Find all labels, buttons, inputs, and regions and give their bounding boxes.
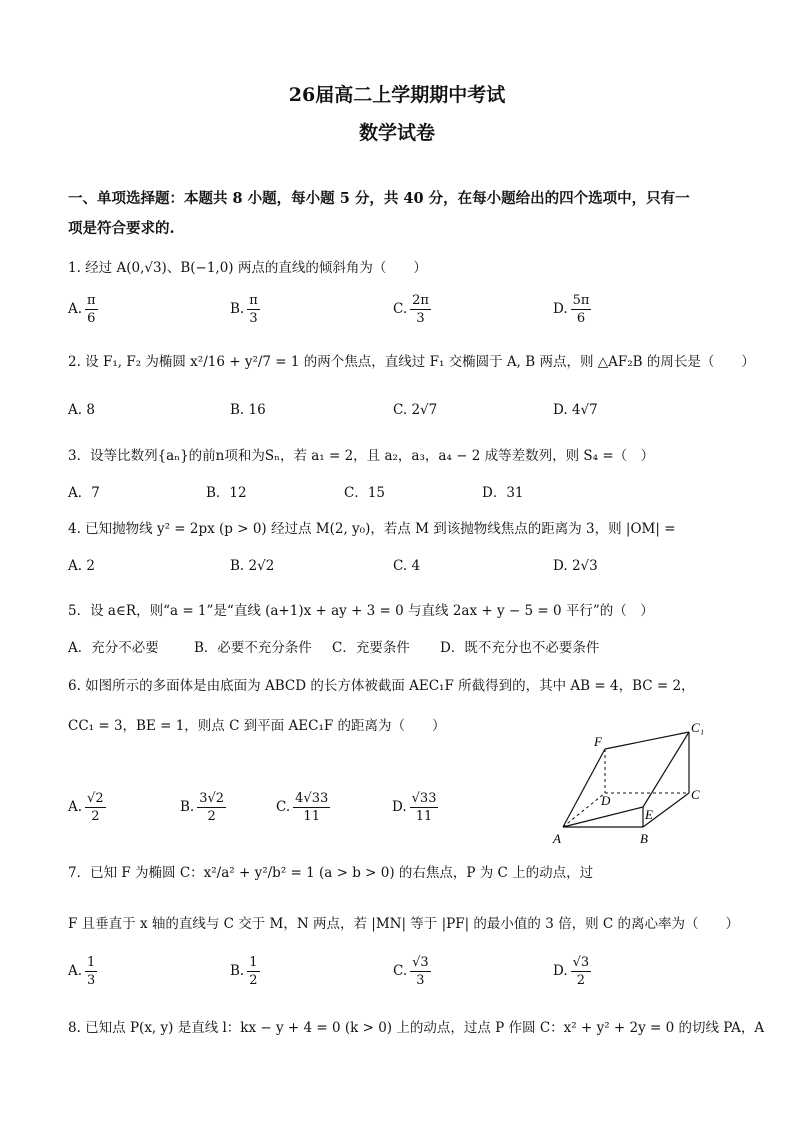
label-E: E <box>645 807 653 822</box>
question-3-stem: 3．设等比数列{aₙ}的前n项和为Sₙ，若 a₁ = 2，且 a₂，a₃，a₄ − 2 成等差数列，则 S₄ =（ ） <box>68 448 655 464</box>
q6-option-d: D. $\frac{√33}{11}$ <box>392 791 437 824</box>
question-4-stem: 4. 已知抛物线 y² = 2px (p > 0) 经过点 M(2, y₀)，若点 M 到该抛物线焦点的距离为 3，则 |OM| = <box>68 521 676 537</box>
question-8-stem: 8. 已知点 P(x, y) 是直线 l：kx − y + 4 = 0 (k > 0) 上的动点，过点 P 作圆 C：x² + y² + 2y = 0 的切线 PA，A <box>68 1020 765 1036</box>
q4-option-d: D. 2√3 <box>553 558 598 574</box>
question-6-stem-line1: 6. 如图所示的多面体是由底面为 ABCD 的长方体被截面 AEC₁F 所截得到的，其中 AB = 4，BC = 2， <box>68 678 695 694</box>
q1-option-b: B. $\frac{\pi}{3}$ <box>230 293 258 326</box>
q1-option-d: D. $\frac{5\pi}{6}$ <box>553 293 590 326</box>
q5-option-d: D．既不充分也不必要条件 <box>440 640 600 656</box>
q3-option-c: C．15 <box>344 485 386 501</box>
question-5-stem: 5．设 a∈R，则“a = 1”是“直线 (a+1)x + ay + 3 = 0 与直线 2ax + y − 5 = 0 平行”的（ ） <box>68 603 654 619</box>
question-6-stem-line2: CC₁ = 3，BE = 1，则点 C 到平面 AEC₁F 的距离为（ ） <box>68 718 446 734</box>
label-B: B <box>640 831 648 846</box>
label-C1: C₁ <box>691 720 705 735</box>
q2-option-b: B. 16 <box>230 402 266 418</box>
q7-option-c: C. $\frac{√3}{3}$ <box>393 955 429 988</box>
label-D: D <box>601 793 611 808</box>
q6-option-c: C. $\frac{4√33}{11}$ <box>276 791 329 824</box>
section-heading-line2: 项是符合要求的. <box>68 220 175 237</box>
label-C: C <box>691 787 700 802</box>
polyhedron-figure <box>545 715 720 850</box>
q5-option-b: B．必要不充分条件 <box>194 640 312 656</box>
question-7-stem-line2: F 且垂直于 x 轴的直线与 C 交于 M，N 两点，若 |MN| 等于 |PF| 的最小值的 3 倍，则 C 的离心率为（ ） <box>68 916 740 932</box>
exam-title: 26届高二上学期期中考试 <box>288 84 506 106</box>
label-A: A <box>553 831 561 846</box>
q5-option-a: A．充分不必要 <box>68 640 159 656</box>
exam-subtitle: 数学试卷 <box>358 122 435 144</box>
section-heading-line1: 一、单项选择题：本题共 8 小题，每小题 5 分，共 40 分，在每小题给出的四个选项中，只有一 <box>68 190 690 207</box>
q2-option-a: A. 8 <box>68 402 95 418</box>
q1-option-a: A. $\frac{\pi}{6}$ <box>68 293 96 326</box>
q6-option-b: B. $\frac{3√2}{2}$ <box>180 791 225 824</box>
label-F: F <box>594 734 602 749</box>
q7-option-a: A. $\frac{1}{3}$ <box>68 955 96 988</box>
q3-option-a: A．7 <box>68 485 100 501</box>
q4-option-c: C. 4 <box>393 558 421 574</box>
question-7-stem-line1: 7．已知 F 为椭圆 C：x²/a² + y²/b² = 1 (a > b > 0) 的右焦点，P 为 C 上的动点，过 <box>68 865 594 881</box>
q2-option-d: D. 4√7 <box>553 402 598 418</box>
q4-option-a: A. 2 <box>68 558 95 574</box>
q6-option-a: A. $\frac{√2}{2}$ <box>68 791 104 824</box>
q4-option-b: B. 2√2 <box>230 558 275 574</box>
question-2-stem: 2. 设 F₁, F₂ 为椭圆 x²/16 + y²/7 = 1 的两个焦点，直线过 F₁ 交椭圆于 A, B 两点，则 △AF₂B 的周长是（ ） <box>68 354 755 370</box>
q7-option-d: D. $\frac{√3}{2}$ <box>553 955 590 988</box>
section-heading <box>68 184 738 244</box>
q5-option-c: C．充要条件 <box>332 640 410 656</box>
q3-option-d: D．31 <box>482 485 524 501</box>
q2-option-c: C. 2√7 <box>393 402 438 418</box>
q1-option-c: C. $\frac{2\pi}{3}$ <box>393 293 429 326</box>
question-1-stem: 1. 经过 A(0,√3)、B(−1,0) 两点的直线的倾斜角为（ ） <box>68 260 427 276</box>
q3-option-b: B．12 <box>206 485 247 501</box>
q7-option-b: B. $\frac{1}{2}$ <box>230 955 258 988</box>
